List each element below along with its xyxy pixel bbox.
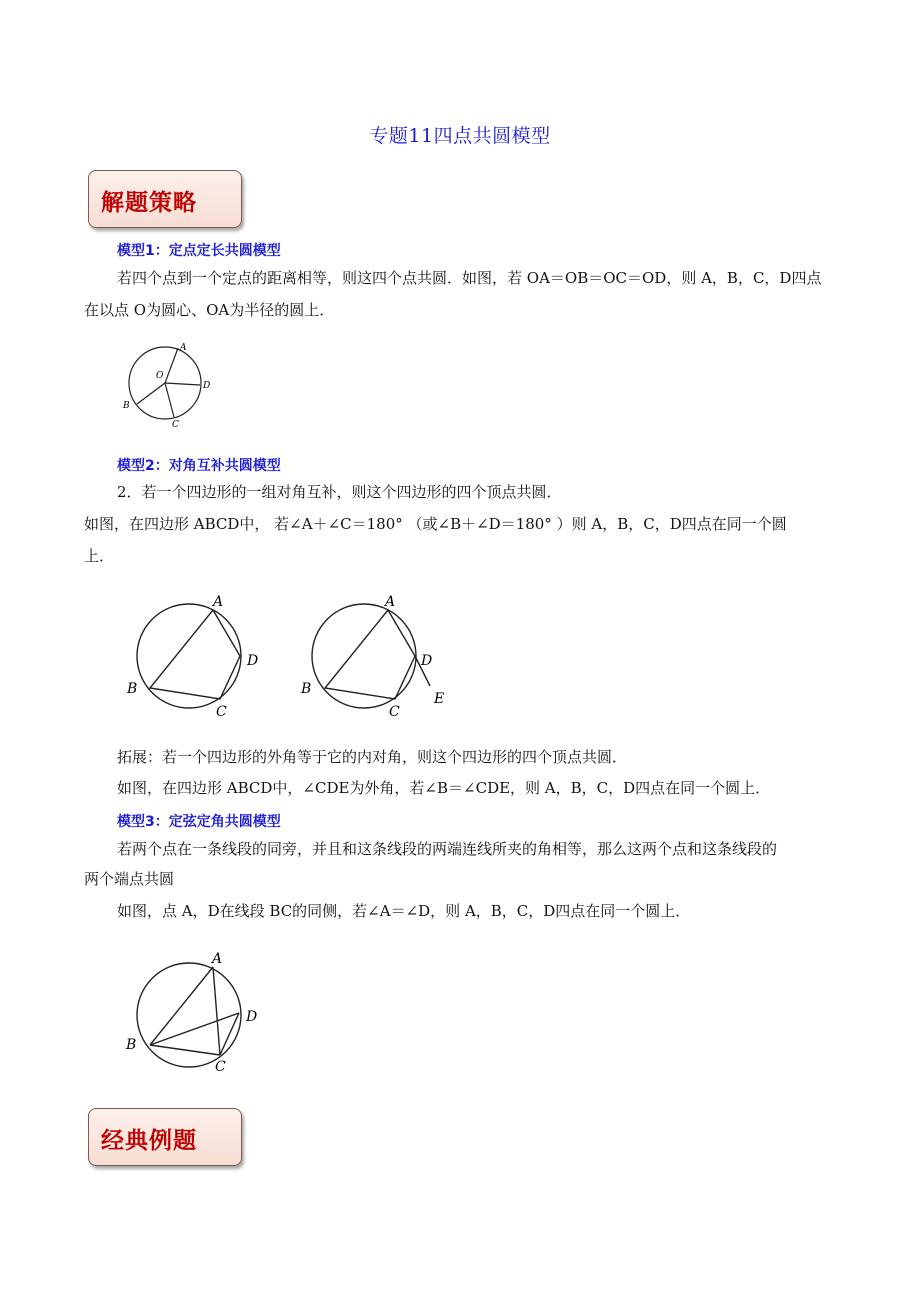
model1-text-line1: 若四个点到一个定点的距离相等，则这四个点共圆．如图，若 OA＝OB＝OC＝OD，则 A，B，C，D四点: [117, 269, 822, 287]
label-C: C: [215, 1059, 226, 1075]
label-B: B: [301, 681, 312, 697]
section-banner-examples: [88, 1108, 242, 1166]
label-D: D: [421, 653, 433, 669]
model2-figure-2: [295, 585, 455, 725]
model2-extension-line2: 如图，在四边形 ABCD中，∠CDE为外角，若∠B＝∠CDE，则 A，B，C，D四点在同一个圆上．: [117, 779, 771, 797]
model3-text-line3: 如图，点 A，D在线段 BC的同侧，若∠A＝∠D，则 A，B，C，D四点在同一个圆上．: [117, 902, 691, 920]
model2-text-line2: 如图，在四边形 ABCD中， 若∠A＋∠C＝180° （或∠B＋∠D＝180° ）则 A，B，C，D四点在同一个圆: [84, 515, 787, 533]
label-B: B: [123, 401, 130, 411]
model3-heading: 模型3：定弦定角共圆模型: [117, 814, 281, 830]
label-C: C: [389, 704, 400, 720]
model2-text-line3: 上．: [84, 547, 115, 565]
label-A: A: [212, 951, 223, 967]
label-A: A: [180, 343, 187, 353]
label-B: B: [127, 681, 138, 697]
label-C: C: [216, 704, 227, 720]
section-banner-label: 经典例题: [101, 1128, 197, 1154]
label-E: E: [434, 691, 445, 707]
label-A: A: [213, 594, 224, 610]
label-D: D: [247, 653, 259, 669]
label-D: D: [203, 381, 211, 391]
model1-text-line2: 在以点 O为圆心、OA为半径的圆上．: [84, 301, 335, 319]
model2-text-line1: 2．若一个四边形的一组对角互补，则这个四边形的四个顶点共圆．: [117, 483, 562, 501]
model3-figure: [120, 945, 270, 1080]
section-banner-label: 解题策略: [101, 190, 197, 216]
label-C: C: [172, 420, 179, 430]
model1-heading: 模型1：定点定长共圆模型: [117, 243, 281, 259]
model3-text-line1: 若两个点在一条线段的同旁，并且和这条线段的两端连线所夹的角相等，那么这两个点和这条线段的: [117, 840, 778, 858]
label-A: A: [385, 594, 396, 610]
model2-heading: 模型2：对角互补共圆模型: [117, 458, 281, 474]
label-B: B: [126, 1037, 137, 1053]
model2-figure-1: [120, 585, 260, 725]
section-banner-strategy: [88, 170, 242, 228]
model1-figure: [110, 335, 230, 435]
model2-extension-line1: 拓展：若一个四边形的外角等于它的内对角，则这个四边形的四个顶点共圆．: [117, 748, 628, 766]
label-D: D: [246, 1009, 258, 1025]
label-O: O: [156, 371, 164, 381]
page-title: 专题11四点共圆模型: [369, 125, 551, 147]
model3-text-line2: 两个端点共圆: [84, 870, 175, 888]
